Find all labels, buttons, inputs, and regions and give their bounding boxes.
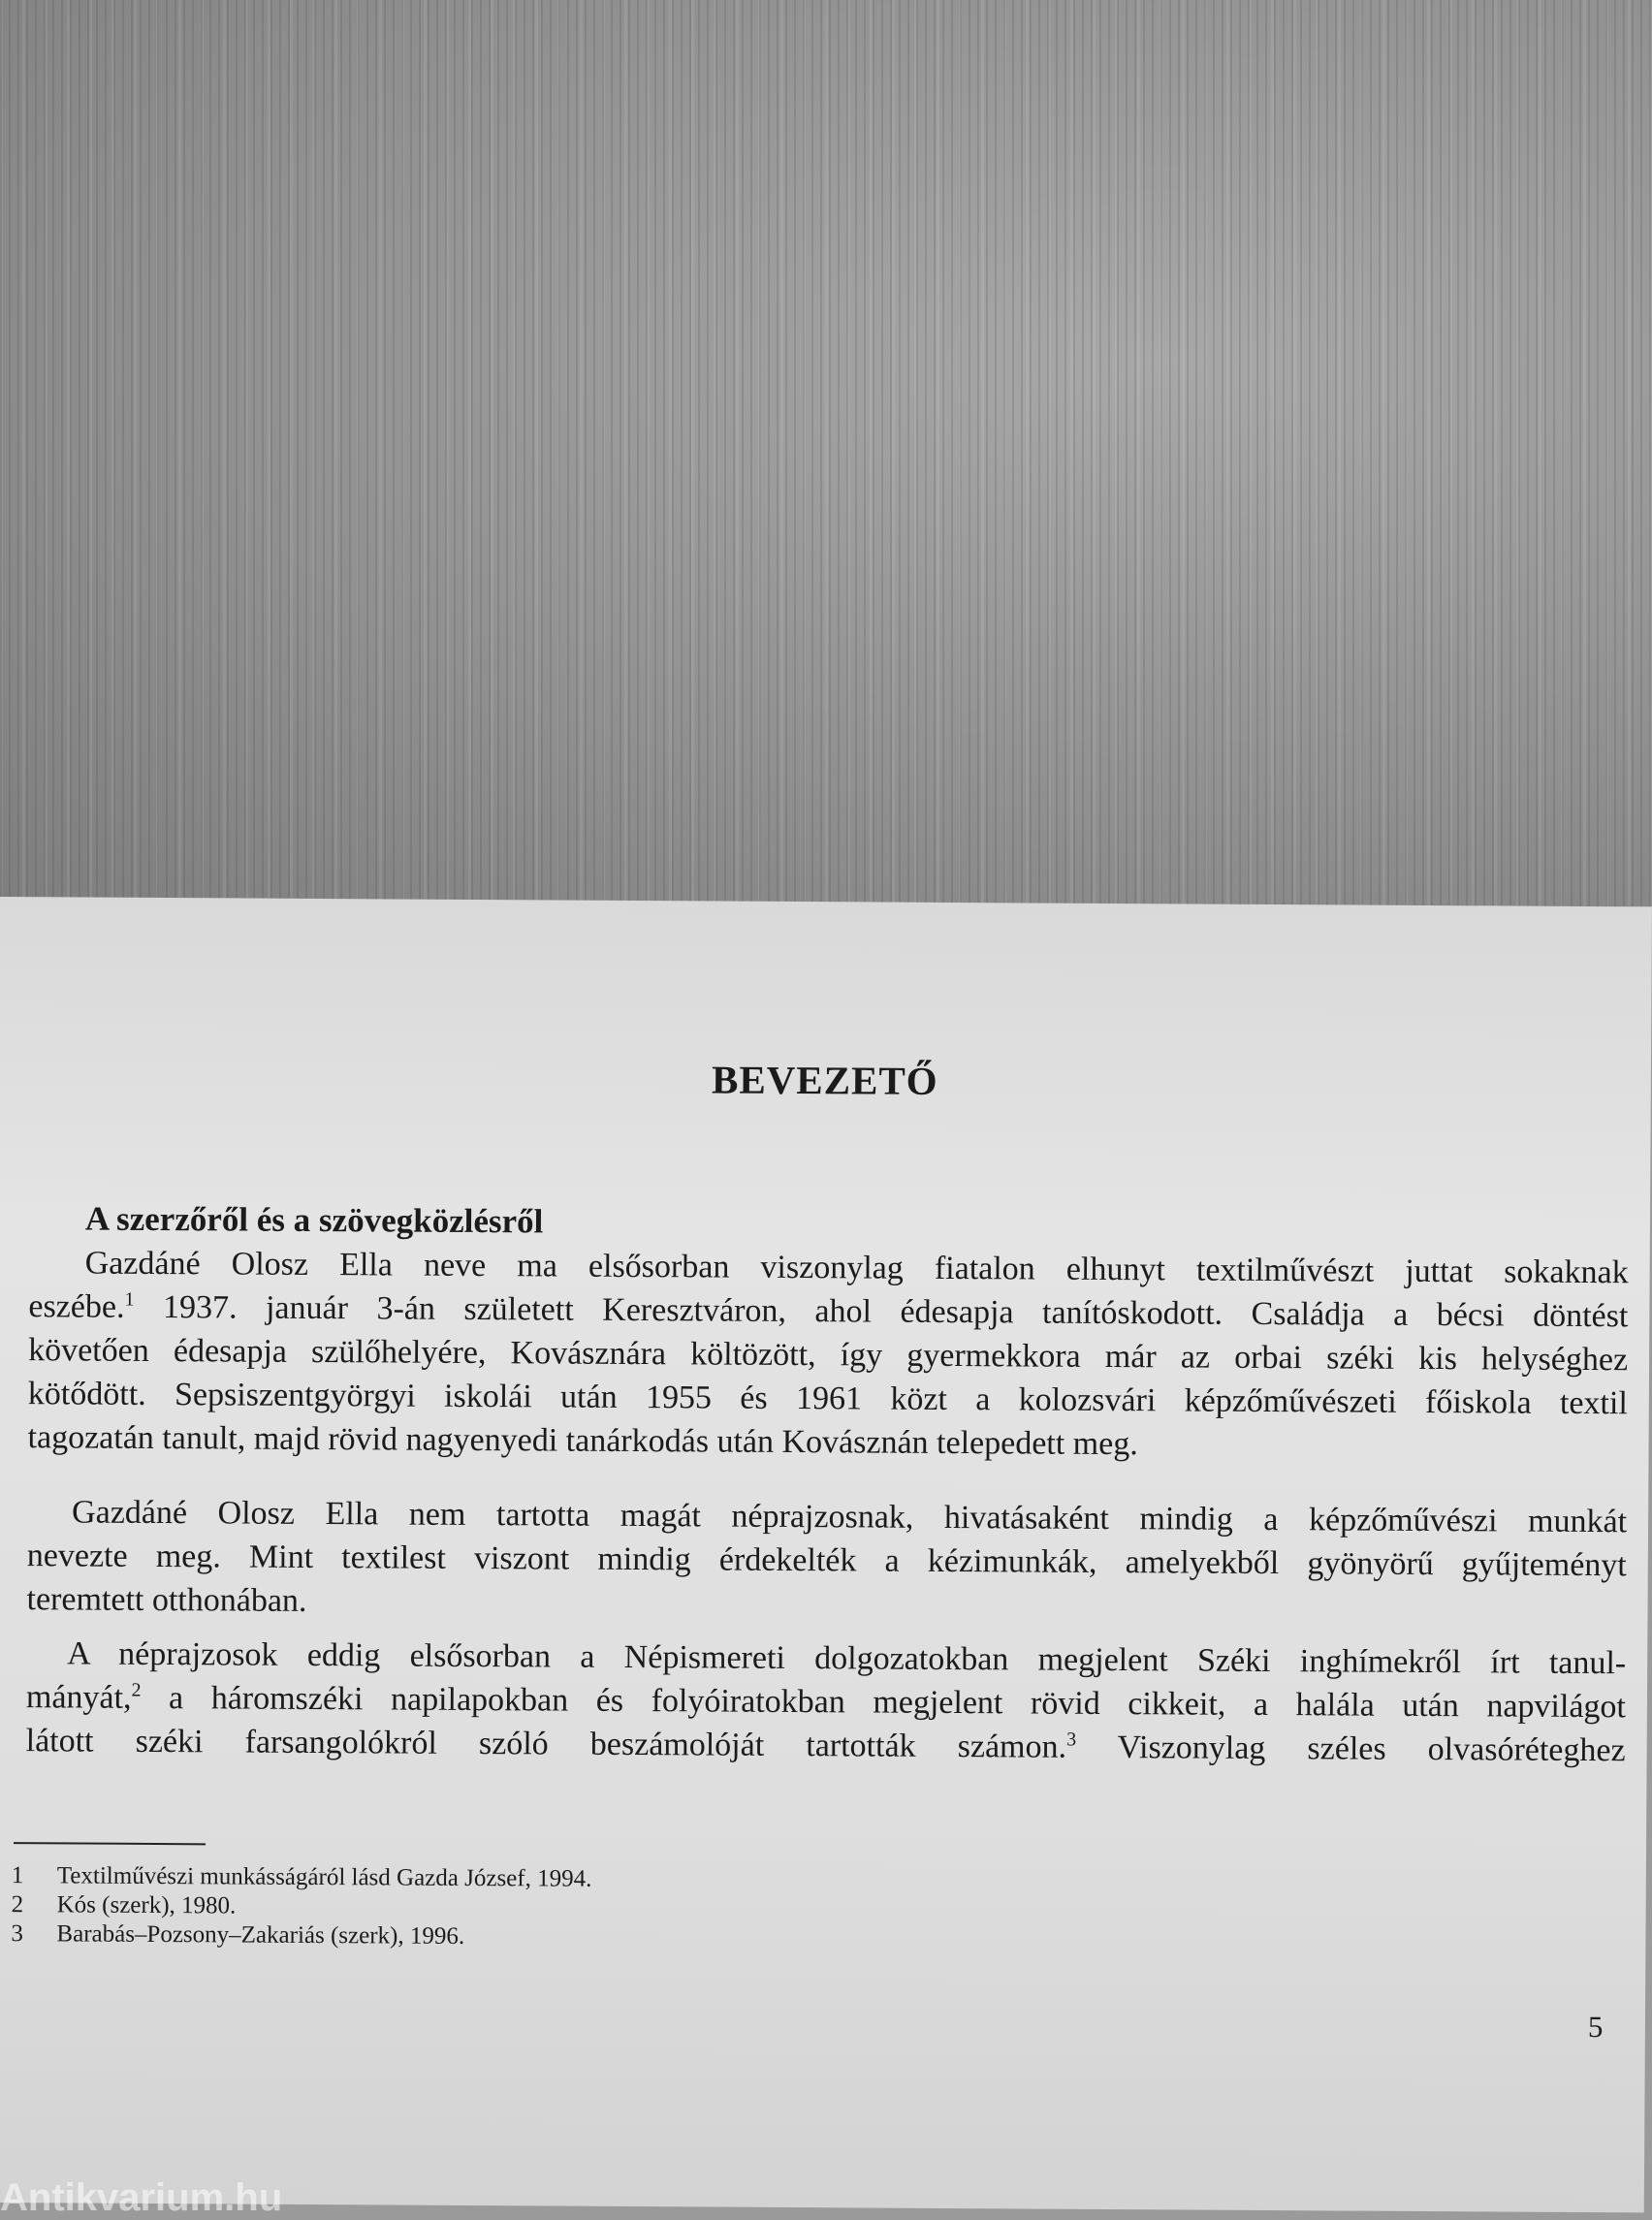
text-run: 1937. január 3-án született Keresztváron, ahol édesapja tanítóskodott. Családja a bécsi döntést [134, 1288, 1629, 1335]
footnote-3 [11, 1919, 464, 1951]
page-title: BEVEZETŐ [711, 1057, 938, 1103]
footnote-text: Barabás–Pozsony–Zakariás (szerk), 1996. [56, 1920, 465, 1950]
paragraph-line: követően édesapja szülőhelyére, Kovásznára költözött, így gyermekkora már az orbai széki kis helységhez [28, 1332, 1629, 1379]
footnote-divider [14, 1842, 206, 1845]
text-run: eszébe. [28, 1288, 125, 1325]
text-run: Viszonylag széles olvasóréteghez [1075, 1728, 1626, 1769]
footnote-text: Kós (szerk), 1980. [56, 1891, 237, 1919]
paragraph-line: teremtett otthonában. [26, 1581, 307, 1619]
footnote-number: 3 [11, 1920, 24, 1948]
footnote-number: 1 [11, 1862, 24, 1889]
paragraph-line: Gazdáné Olosz Ella neve ma elsősorban viszonylag fiatalon elhunyt textilművészt juttat sokaknak [84, 1245, 1629, 1291]
paragraph-line: Gazdáné Olosz Ella nem tartotta magát néprajzosnak, hivatásaként mindig a képzőművészi munkát [72, 1494, 1628, 1540]
watermark: Antikvarium.hu [0, 2176, 283, 2219]
paragraph-3 [26, 1632, 1627, 1772]
paragraph-line [26, 1719, 1626, 1772]
paragraph-line: kötődött. Sepsiszentgyörgyi iskolái után 1955 és 1961 közt a kolozsvári képzőművészeti főiskola textil [27, 1376, 1628, 1422]
table-surface-background [0, 0, 1652, 906]
text-run: mányát, [25, 1679, 132, 1716]
paragraph-line: A néprajzosok eddig elsősorban a Népismereti dolgozatokban megjelent Széki inghímekről írt tanul- [67, 1635, 1627, 1682]
footnote-1 [12, 1861, 592, 1894]
footnote-text: Textilművészi munkásságáról lásd Gazda József, 1994. [56, 1862, 592, 1892]
book-page [0, 897, 1652, 2212]
paragraph-1 [27, 1241, 1628, 1469]
section-heading: A szerzőről és a szövegközlésről [84, 1199, 544, 1241]
text-run: látott széki farsangolókról szóló beszámolóját tartották számon. [25, 1723, 1067, 1765]
footnote-number: 2 [11, 1891, 24, 1919]
footnote-ref-2: 2 [131, 1679, 142, 1701]
paragraph-2 [26, 1490, 1627, 1631]
footnote-ref-3: 3 [1066, 1728, 1077, 1751]
page-number: 5 [1587, 2010, 1604, 2045]
paragraph-line: tagozatán tanult, majd rövid nagyenyedi tanárkodás után Kovásznán telepedett meg. [27, 1419, 1138, 1463]
paragraph-line: nevezte meg. Mint textilest viszont mindig érdekelték a kézimunkák, amelyekből gyönyörű gyűjteményt [26, 1538, 1627, 1584]
footnote-ref-1: 1 [124, 1288, 135, 1311]
text-run: a háromszéki napilapokban és folyóiratokban megjelent rövid cikkeit, a halála után napvilágot [141, 1679, 1627, 1726]
footnote-2 [12, 1890, 237, 1920]
